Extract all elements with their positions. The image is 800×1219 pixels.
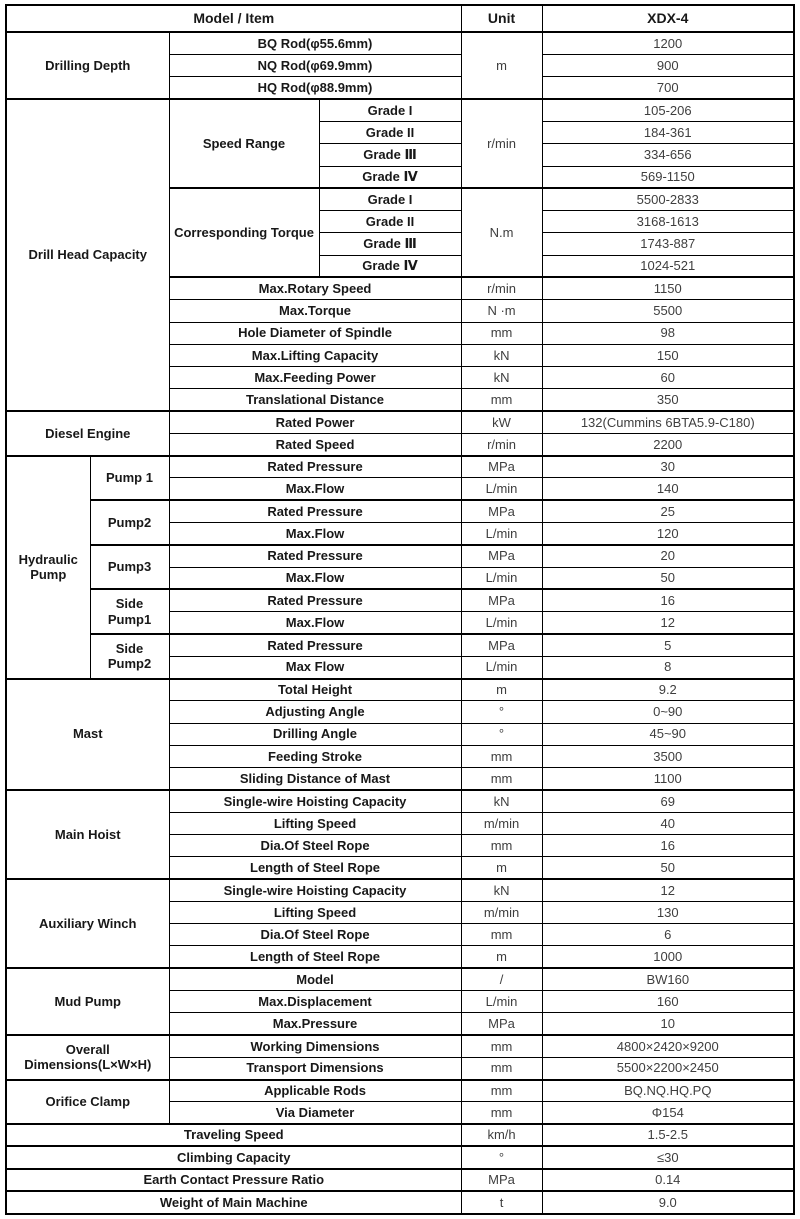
unit-cell: kN <box>461 790 542 812</box>
item-label: Max.Flow <box>169 612 461 634</box>
subgroup-speed-range: Speed Range <box>169 99 319 188</box>
unit-cell: t <box>461 1191 542 1214</box>
unit-cell: m <box>461 946 542 968</box>
pump-name: Side Pump1 <box>90 589 169 634</box>
grade-label: Grade Ⅳ <box>319 166 461 188</box>
group-drill-head-capacity: Drill Head Capacity <box>6 99 169 411</box>
pump-name: Pump2 <box>90 500 169 545</box>
unit-cell: mm <box>461 1035 542 1057</box>
value-cell: 3500 <box>542 745 794 767</box>
header-model-item: Model / Item <box>6 5 461 32</box>
unit-cell: km/h <box>461 1124 542 1146</box>
value-cell: BW160 <box>542 968 794 990</box>
unit-cell: mm <box>461 768 542 790</box>
value-cell: 98 <box>542 322 794 344</box>
value-cell: BQ.NQ.HQ.PQ <box>542 1080 794 1102</box>
unit-cell: L/min <box>461 478 542 500</box>
value-cell: 140 <box>542 478 794 500</box>
item-label: Rated Power <box>169 411 461 433</box>
value-cell: 130 <box>542 901 794 923</box>
value-cell: 16 <box>542 589 794 611</box>
item-label: Single-wire Hoisting Capacity <box>169 790 461 812</box>
item-label: Max.Lifting Capacity <box>169 344 461 366</box>
grade-label: Grade Ⅳ <box>319 255 461 277</box>
grade-label: Grade II <box>319 211 461 233</box>
unit-cell: mm <box>461 1102 542 1124</box>
unit-cell: / <box>461 968 542 990</box>
group-orifice-clamp: Orifice Clamp <box>6 1080 169 1125</box>
value-cell: 60 <box>542 367 794 389</box>
value-cell: 1.5-2.5 <box>542 1124 794 1146</box>
item-label: Climbing Capacity <box>6 1146 461 1168</box>
unit-cell: mm <box>461 1057 542 1079</box>
item-label: Max.Feeding Power <box>169 367 461 389</box>
spec-table <box>5 4 795 1215</box>
value-cell: 1743-887 <box>542 233 794 255</box>
item-label: Rated Pressure <box>169 500 461 522</box>
value-cell: 40 <box>542 812 794 834</box>
value-cell: 1150 <box>542 277 794 299</box>
group-auxiliary-winch: Auxiliary Winch <box>6 879 169 968</box>
item-label: Weight of Main Machine <box>6 1191 461 1214</box>
value-cell: 5500×2200×2450 <box>542 1057 794 1079</box>
unit-cell: mm <box>461 745 542 767</box>
unit-cell: MPa <box>461 1013 542 1035</box>
value-cell: 20 <box>542 545 794 567</box>
item-label: Rated Pressure <box>169 545 461 567</box>
unit-cell: r/min <box>461 99 542 188</box>
value-cell: 50 <box>542 857 794 879</box>
value-cell: 8 <box>542 656 794 678</box>
subgroup-corresponding-torque: Corresponding Torque <box>169 188 319 277</box>
unit-cell: ° <box>461 1146 542 1168</box>
grade-label: Grade I <box>319 99 461 121</box>
value-cell: Φ154 <box>542 1102 794 1124</box>
unit-cell: MPa <box>461 589 542 611</box>
unit-cell: L/min <box>461 523 542 545</box>
value-cell: 5500 <box>542 300 794 322</box>
unit-cell: MPa <box>461 500 542 522</box>
grade-label: Grade II <box>319 121 461 143</box>
group-mast: Mast <box>6 679 169 790</box>
unit-cell: kN <box>461 367 542 389</box>
value-cell: 184-361 <box>542 121 794 143</box>
group-hydraulic-pump: Hydraulic Pump <box>6 456 90 679</box>
item-label: Drilling Angle <box>169 723 461 745</box>
item-label: Traveling Speed <box>6 1124 461 1146</box>
item-label: Rated Pressure <box>169 634 461 656</box>
value-cell: 1000 <box>542 946 794 968</box>
item-label: Max.Flow <box>169 523 461 545</box>
item-label: Single-wire Hoisting Capacity <box>169 879 461 901</box>
unit-cell: MPa <box>461 634 542 656</box>
value-cell: ≤30 <box>542 1146 794 1168</box>
unit-cell: MPa <box>461 456 542 478</box>
unit-cell: m <box>461 679 542 701</box>
value-cell: 10 <box>542 1013 794 1035</box>
value-cell: 1200 <box>542 32 794 54</box>
value-cell: 25 <box>542 500 794 522</box>
grade-label: Grade Ⅲ <box>319 144 461 166</box>
value-cell: 45~90 <box>542 723 794 745</box>
item-label: Max.Torque <box>169 300 461 322</box>
item-label: Length of Steel Rope <box>169 946 461 968</box>
unit-cell: N.m <box>461 188 542 277</box>
unit-cell: L/min <box>461 656 542 678</box>
item-label: Max.Pressure <box>169 1013 461 1035</box>
value-cell: 120 <box>542 523 794 545</box>
item-label: Earth Contact Pressure Ratio <box>6 1169 461 1191</box>
item-label: Feeding Stroke <box>169 745 461 767</box>
value-cell: 105-206 <box>542 99 794 121</box>
header-unit-label: Unit <box>461 5 542 32</box>
item-label: Dia.Of Steel Rope <box>169 834 461 856</box>
unit-cell: kW <box>461 411 542 433</box>
value-cell: 150 <box>542 344 794 366</box>
value-cell: 4800×2420×9200 <box>542 1035 794 1057</box>
item-label: BQ Rod(φ55.6mm) <box>169 32 461 54</box>
item-label: Sliding Distance of Mast <box>169 768 461 790</box>
value-cell: 50 <box>542 567 794 589</box>
item-label: Lifting Speed <box>169 901 461 923</box>
unit-cell: ° <box>461 723 542 745</box>
value-cell: 160 <box>542 990 794 1012</box>
grade-label: Grade I <box>319 188 461 210</box>
item-label: NQ Rod(φ69.9mm) <box>169 55 461 77</box>
pump-name: Pump3 <box>90 545 169 590</box>
value-cell: 700 <box>542 77 794 99</box>
item-label: HQ Rod(φ88.9mm) <box>169 77 461 99</box>
item-label: Total Height <box>169 679 461 701</box>
pump-name: Pump 1 <box>90 456 169 501</box>
item-label: Working Dimensions <box>169 1035 461 1057</box>
grade-label: Grade Ⅲ <box>319 233 461 255</box>
item-label: Max.Flow <box>169 478 461 500</box>
item-label: Dia.Of Steel Rope <box>169 924 461 946</box>
value-cell: 12 <box>542 879 794 901</box>
value-cell: 9.2 <box>542 679 794 701</box>
item-label: Adjusting Angle <box>169 701 461 723</box>
value-cell: 1024-521 <box>542 255 794 277</box>
unit-cell: ° <box>461 701 542 723</box>
item-label: Max.Displacement <box>169 990 461 1012</box>
unit-cell: L/min <box>461 990 542 1012</box>
value-cell: 5500-2833 <box>542 188 794 210</box>
group-mud-pump: Mud Pump <box>6 968 169 1035</box>
unit-cell: kN <box>461 344 542 366</box>
item-label: Transport Dimensions <box>169 1057 461 1079</box>
value-cell: 5 <box>542 634 794 656</box>
item-label: Rated Pressure <box>169 589 461 611</box>
unit-cell: m <box>461 857 542 879</box>
value-cell: 1100 <box>542 768 794 790</box>
item-label: Max.Rotary Speed <box>169 277 461 299</box>
value-cell: 12 <box>542 612 794 634</box>
unit-cell: m <box>461 32 542 99</box>
unit-cell: kN <box>461 879 542 901</box>
value-cell: 9.0 <box>542 1191 794 1214</box>
group-drilling-depth: Drilling Depth <box>6 32 169 99</box>
item-label: Applicable Rods <box>169 1080 461 1102</box>
unit-cell: mm <box>461 1080 542 1102</box>
unit-cell: mm <box>461 322 542 344</box>
group-diesel-engine: Diesel Engine <box>6 411 169 456</box>
unit-cell: m/min <box>461 812 542 834</box>
item-label: Translational Distance <box>169 389 461 411</box>
unit-cell: mm <box>461 389 542 411</box>
unit-cell: L/min <box>461 612 542 634</box>
item-label: Lifting Speed <box>169 812 461 834</box>
value-cell: 900 <box>542 55 794 77</box>
header-model-value: XDX-4 <box>542 5 794 32</box>
unit-cell: r/min <box>461 277 542 299</box>
unit-cell: r/min <box>461 433 542 455</box>
value-cell: 30 <box>542 456 794 478</box>
item-label: Max.Flow <box>169 567 461 589</box>
item-label: Rated Speed <box>169 433 461 455</box>
item-label: Rated Pressure <box>169 456 461 478</box>
group-main-hoist: Main Hoist <box>6 790 169 879</box>
group-overall-dimensions: Overall Dimensions(L×W×H) <box>6 1035 169 1080</box>
value-cell: 6 <box>542 924 794 946</box>
value-cell: 3168-1613 <box>542 211 794 233</box>
item-label: Length of Steel Rope <box>169 857 461 879</box>
value-cell: 350 <box>542 389 794 411</box>
item-label: Via Diameter <box>169 1102 461 1124</box>
unit-cell: MPa <box>461 1169 542 1191</box>
unit-cell: N ·m <box>461 300 542 322</box>
value-cell: 0~90 <box>542 701 794 723</box>
value-cell: 16 <box>542 834 794 856</box>
value-cell: 132(Cummins 6BTA5.9-C180) <box>542 411 794 433</box>
value-cell: 569-1150 <box>542 166 794 188</box>
value-cell: 2200 <box>542 433 794 455</box>
value-cell: 334-656 <box>542 144 794 166</box>
item-label: Hole Diameter of Spindle <box>169 322 461 344</box>
unit-cell: m/min <box>461 901 542 923</box>
unit-cell: mm <box>461 924 542 946</box>
pump-name: Side Pump2 <box>90 634 169 679</box>
unit-cell: mm <box>461 834 542 856</box>
unit-cell: MPa <box>461 545 542 567</box>
item-label: Max Flow <box>169 656 461 678</box>
unit-cell: L/min <box>461 567 542 589</box>
item-label: Model <box>169 968 461 990</box>
value-cell: 0.14 <box>542 1169 794 1191</box>
value-cell: 69 <box>542 790 794 812</box>
